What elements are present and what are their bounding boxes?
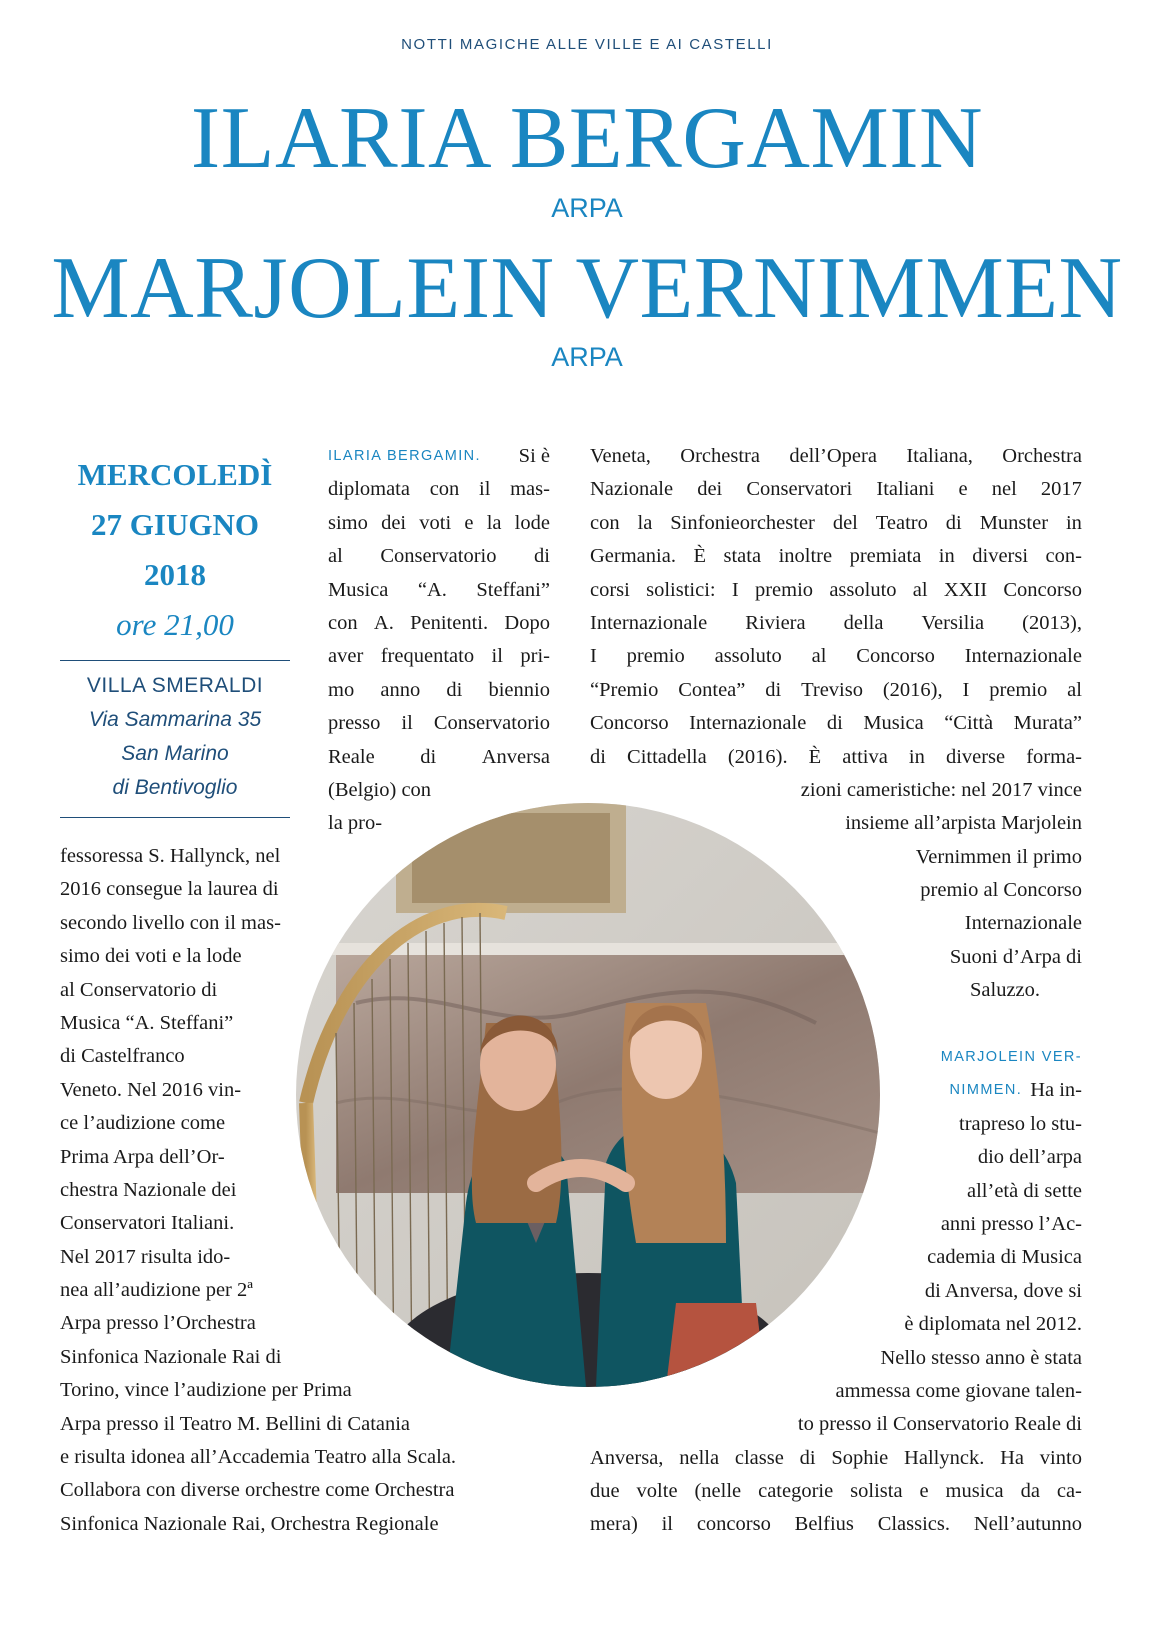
- word: Penitenti.: [410, 611, 489, 634]
- word: Concorso: [856, 645, 935, 668]
- text-line: [590, 674, 1082, 707]
- word: di: [945, 511, 962, 534]
- word: anno: [380, 678, 421, 701]
- word: frequentato: [380, 645, 475, 668]
- word: Internazionale: [590, 611, 708, 634]
- word: Musica: [863, 712, 924, 735]
- word: Reale: [328, 745, 375, 768]
- bio-lead-bergamin: ILARIA BERGAMIN.: [328, 448, 481, 464]
- word: Musica: [328, 578, 389, 601]
- text-line: simo dei voti e la lode: [60, 945, 242, 968]
- word: Concorso: [1003, 578, 1082, 601]
- word: XXII: [943, 578, 988, 601]
- word: di: [765, 678, 782, 701]
- word: al: [811, 645, 827, 668]
- word: I: [962, 678, 970, 701]
- word: in: [908, 745, 925, 768]
- text-line: di Anversa, dove si: [924, 1279, 1082, 1302]
- text-line: Suoni d’Arpa di: [949, 945, 1082, 968]
- word: al: [1067, 678, 1082, 701]
- text-line: dio dell’arpa: [977, 1146, 1082, 1169]
- word: Internazionale: [689, 712, 807, 735]
- text-line: [328, 507, 550, 540]
- text-line: [590, 607, 1082, 640]
- word: aver: [328, 645, 364, 668]
- word: I: [731, 578, 739, 601]
- text-line: insieme all’arpista Marjolein: [845, 812, 1082, 835]
- word: I: [590, 645, 597, 668]
- event-address-locality: di Bentivoglio: [112, 776, 238, 799]
- word: Conservatori: [746, 478, 853, 501]
- performer-2-role: ARPA: [551, 342, 623, 372]
- text-line: di Castelfranco: [60, 1045, 185, 1068]
- word: Murata”: [1013, 712, 1082, 735]
- word: e: [958, 478, 968, 501]
- word: Treviso: [801, 678, 863, 701]
- word: pri-: [520, 645, 550, 668]
- word: È: [693, 545, 706, 568]
- word: diversi: [972, 545, 1029, 568]
- text-line: [590, 707, 1082, 740]
- word: Orchestra: [680, 445, 760, 467]
- word: premio: [626, 645, 685, 668]
- word: inoltre: [778, 545, 833, 568]
- text-line: [590, 1442, 1082, 1475]
- word: Italiana,: [906, 445, 973, 467]
- text-line: [590, 640, 1082, 673]
- text-line: [328, 707, 550, 740]
- word: diverse: [945, 745, 1006, 768]
- word: diplomata: [328, 478, 410, 501]
- word: di: [590, 745, 606, 768]
- text-line: [590, 540, 1082, 573]
- word: (2013),: [1022, 611, 1082, 634]
- word: A.: [373, 611, 394, 634]
- text-line: Veneto. Nel 2016 vin-: [60, 1078, 242, 1101]
- word: della: [843, 611, 884, 634]
- text-line: [328, 640, 550, 673]
- text-line: [590, 507, 1082, 540]
- text-line: [328, 540, 550, 573]
- word: Munster: [979, 511, 1049, 534]
- text-line: [328, 741, 550, 774]
- word: volte: [636, 1480, 678, 1503]
- word: ca-: [1056, 1480, 1082, 1503]
- word: Riviera: [745, 611, 806, 634]
- word: mo: [328, 678, 355, 701]
- word: 2017: [1040, 478, 1082, 501]
- text-line: cademia di Musica: [927, 1246, 1082, 1269]
- word: Contea”: [678, 678, 746, 701]
- event-day: MERCOLEDÌ: [77, 457, 273, 492]
- text-line: fessoressa S. Hallynck, nel: [60, 845, 281, 867]
- word: dei: [381, 511, 407, 534]
- word: Steffani”: [476, 578, 550, 601]
- word: di: [799, 1446, 816, 1469]
- event-date: 27 GIUGNO: [91, 507, 259, 542]
- text-line: [328, 574, 550, 607]
- performer-1-name: ILARIA BERGAMIN: [190, 90, 984, 187]
- bio-lead-vernimmen-2: NIMMEN.: [949, 1082, 1023, 1099]
- word: al: [328, 545, 343, 568]
- divider-bottom: [60, 817, 290, 818]
- text-line: premio al Concorso: [920, 879, 1082, 902]
- text-line: Vernimmen il primo: [915, 845, 1082, 868]
- word: dei: [697, 478, 723, 501]
- word: corsi: [590, 578, 630, 601]
- word: il: [491, 645, 503, 668]
- text-line: Musica “A. Steffani”: [60, 1011, 234, 1034]
- word: Italiani: [876, 478, 935, 501]
- text-line: all’età di sette: [967, 1179, 1082, 1202]
- word: Conservatorio: [433, 712, 550, 735]
- word: Concorso: [590, 712, 669, 735]
- text-line: anni presso l’Ac-: [940, 1212, 1082, 1235]
- word: la: [486, 511, 502, 534]
- word: voti: [419, 511, 452, 534]
- text-line: [328, 440, 550, 473]
- word: Belfius: [794, 1513, 854, 1536]
- word: Veneta,: [590, 445, 651, 467]
- word: del: [832, 511, 858, 534]
- text-line: Nello stesso anno è stata: [880, 1346, 1082, 1369]
- performer-2-name: MARJOLEIN VERNIMMEN: [51, 240, 1123, 337]
- word: stata: [723, 545, 762, 568]
- text-line: to presso il Conservatorio Reale di: [797, 1413, 1082, 1436]
- word: solistici:: [646, 578, 716, 601]
- text-line-segment: Si è: [518, 445, 550, 467]
- event-venue: VILLA SMERALDI: [86, 674, 264, 697]
- performer-1-role: ARPA: [551, 193, 623, 223]
- text-line: la pro-: [328, 812, 383, 835]
- word: vinto: [1039, 1446, 1082, 1469]
- text-line: Saluzzo.: [970, 979, 1041, 1002]
- text-line: è diplomata nel 2012.: [904, 1313, 1082, 1336]
- word: “Città: [944, 712, 994, 735]
- text-line: Torino, vince l’audizione per Prima: [60, 1379, 352, 1402]
- word: di: [534, 545, 550, 568]
- text-line: Arpa presso l’Orchestra: [60, 1312, 256, 1335]
- text-line: Conservatori Italiani.: [60, 1212, 235, 1235]
- bio-lead-vernimmen-1: MARJOLEIN VER-: [940, 1049, 1082, 1065]
- event-info: [60, 450, 290, 818]
- word: Germania.: [590, 545, 676, 568]
- text-line: [590, 574, 1082, 607]
- word: Hallynck.: [904, 1446, 985, 1469]
- word: classe: [734, 1446, 784, 1469]
- text-line: [590, 741, 1082, 774]
- word: di: [446, 678, 463, 701]
- word: “Premio: [590, 678, 659, 701]
- word: premio: [754, 578, 814, 601]
- word: con: [429, 478, 460, 501]
- word: Nazionale: [590, 478, 674, 501]
- word: lode: [514, 511, 550, 534]
- word: musica: [945, 1480, 1004, 1503]
- word: Classics.: [877, 1513, 951, 1536]
- word: con-: [1045, 545, 1082, 568]
- word: Orchestra: [1002, 445, 1082, 467]
- text-line: Nel 2017 risulta ido-: [60, 1245, 231, 1268]
- harpists-photo: [296, 803, 880, 1387]
- word: di: [420, 745, 437, 768]
- word: al: [912, 578, 928, 601]
- word: dell’Opera: [789, 445, 877, 467]
- word: Anversa: [481, 745, 550, 768]
- text-line: [590, 440, 1082, 473]
- text-line: ammessa come giovane talen-: [835, 1379, 1082, 1402]
- text-line: al Conservatorio di: [60, 978, 218, 1001]
- word: Dopo: [504, 611, 550, 634]
- word: (2016).: [727, 745, 788, 768]
- text-line: zioni cameristiche: nel 2017 vince: [800, 778, 1082, 801]
- word: premiata: [849, 545, 922, 568]
- text-line: chestra Nazionale dei: [60, 1178, 237, 1201]
- word: forma-: [1026, 745, 1082, 768]
- word: nella: [679, 1446, 720, 1469]
- text-line: Prima Arpa dell’Or-: [60, 1145, 225, 1168]
- word: (nelle: [694, 1480, 742, 1503]
- text-line: secondo livello con il mas-: [60, 911, 281, 934]
- word: il: [479, 478, 491, 501]
- text-line: Internazionale: [964, 912, 1082, 935]
- word: assoluto: [829, 578, 897, 601]
- word: Sophie: [831, 1446, 889, 1469]
- word: e: [464, 511, 474, 534]
- word: Teatro: [875, 511, 928, 534]
- word: in: [938, 545, 955, 568]
- word: categorie: [758, 1480, 834, 1503]
- word: Nell’autunno: [973, 1513, 1082, 1536]
- word: con: [590, 511, 620, 534]
- text-line: [590, 1508, 1082, 1541]
- word: nel: [991, 478, 1017, 501]
- text-line: nea all’audizione per 2ª: [60, 1279, 253, 1302]
- word: presso: [328, 712, 381, 735]
- word: Sinfonieorchester: [670, 511, 815, 534]
- text-line: [590, 473, 1082, 506]
- word: la: [637, 511, 653, 534]
- text-line: (Belgio) con: [328, 778, 432, 801]
- text-line: 2016 consegue la laurea di: [60, 878, 279, 901]
- word: due: [590, 1480, 620, 1503]
- word: Cittadella: [627, 745, 707, 768]
- text-line: ce l’audizione come: [60, 1112, 226, 1135]
- text-line: Arpa presso il Teatro M. Bellini di Catania: [60, 1412, 411, 1435]
- text-line: [328, 674, 550, 707]
- series-title: NOTTI MAGICHE ALLE VILLE E AI CASTELLI: [401, 36, 773, 53]
- text-line: [328, 607, 550, 640]
- word: con: [328, 611, 358, 634]
- word: in: [1065, 511, 1082, 534]
- bio-bergamin-col1: [328, 440, 550, 841]
- text-line: [328, 473, 550, 506]
- word: Internazionale: [964, 645, 1082, 668]
- word: simo: [328, 511, 368, 534]
- word: È: [808, 745, 822, 768]
- text-line: trapreso lo stu-: [959, 1112, 1082, 1135]
- word: assoluto: [714, 645, 782, 668]
- word: attiva: [842, 745, 888, 768]
- word: “A.: [417, 578, 447, 601]
- word: il: [661, 1513, 674, 1536]
- word: il: [401, 712, 413, 735]
- word: Versilia: [921, 611, 985, 634]
- word: mas-: [510, 478, 550, 501]
- text-line: Collabora con diverse orchestre come Orchestra: [60, 1479, 455, 1502]
- text-line: Sinfonica Nazionale Rai, Orchestra Regionale: [60, 1512, 439, 1535]
- text-line-segment: Ha in-: [1030, 1079, 1082, 1102]
- text-line: Sinfonica Nazionale Rai di: [60, 1345, 282, 1368]
- text-line: [590, 1475, 1082, 1508]
- word: concorso: [696, 1513, 771, 1536]
- word: biennio: [488, 678, 550, 701]
- word: mera): [590, 1513, 638, 1536]
- word: solista: [850, 1480, 903, 1503]
- event-time: ore 21,00: [116, 607, 234, 642]
- word: (2016),: [882, 678, 943, 701]
- text-line: e risulta idonea all’Accademia Teatro alla Scala.: [60, 1446, 457, 1469]
- event-address-street: Via Sammarina 35: [88, 708, 262, 731]
- word: premio: [989, 678, 1048, 701]
- event-year: 2018: [144, 557, 206, 592]
- event-address-town: San Marino: [121, 742, 229, 765]
- word: e: [919, 1480, 929, 1503]
- word: Anversa,: [590, 1446, 664, 1469]
- word: di: [826, 712, 843, 735]
- word: Conservatorio: [380, 545, 497, 568]
- word: Ha: [1000, 1446, 1025, 1469]
- word: da: [1020, 1480, 1040, 1503]
